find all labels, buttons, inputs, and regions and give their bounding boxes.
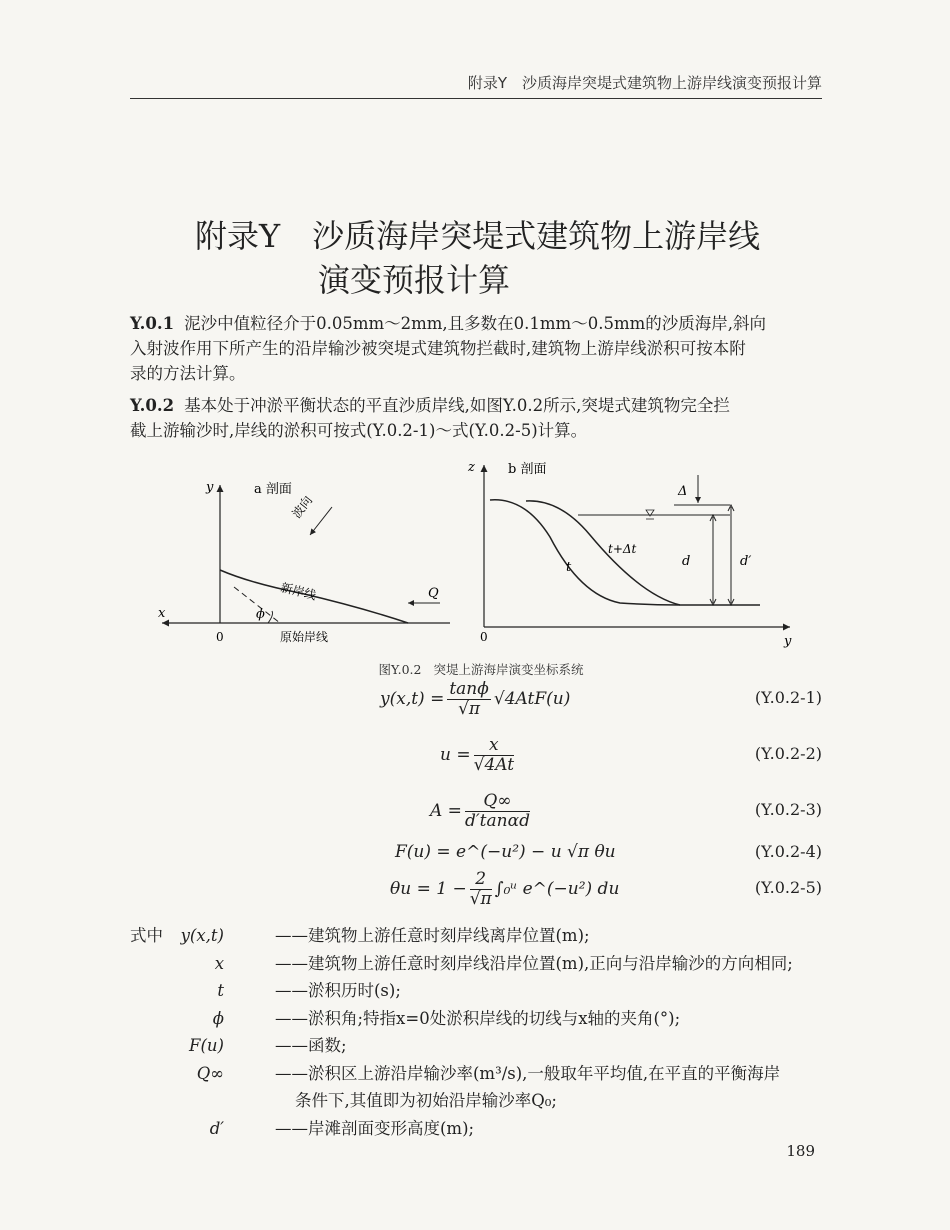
figure-caption-number: 图Y.0.2 <box>378 662 422 677</box>
frac-bottom: √4At <box>473 755 515 775</box>
def-description: ——建筑物上游任意时刻岸线沿岸位置(m),正向与沿岸输沙的方向相同; <box>275 953 793 973</box>
definition-row <box>130 922 822 950</box>
frac-bottom: d′tanαd <box>464 811 530 831</box>
new-shoreline-label: 新岸线 <box>279 580 318 603</box>
d-prime-label: d′ <box>740 554 752 569</box>
equation-5 <box>0 869 950 909</box>
def-symbol: t <box>217 981 224 1000</box>
def-symbol: F(u) <box>189 1036 224 1055</box>
running-header: 附录Y 沙质海岸突堤式建筑物上游岸线演变预报计算 <box>130 68 822 99</box>
original-shoreline-label: 原始岸线 <box>280 630 329 644</box>
figure-caption <box>0 660 950 678</box>
def-symbol: x <box>214 953 224 973</box>
section-number: Y.0.2 <box>130 396 175 415</box>
frac-top: x <box>474 736 514 756</box>
eq-rest: √4AtF(u) <box>493 689 571 709</box>
frac-bottom: √π <box>469 889 492 909</box>
def-symbol: Q∞ <box>196 1063 224 1083</box>
figure-caption-text: 突堤上游海岸演变坐标系统 <box>433 662 584 677</box>
definition-row <box>130 1032 822 1060</box>
eq-lhs: u = <box>440 745 471 765</box>
def-description: ——淤积区上游沿岸输沙率(m³/s),一般取年平均值,在平直的平衡海岸 <box>275 1063 781 1083</box>
section-text: 基本处于冲淤平衡状态的平直沙质岸线,如图Y.0.2所示,突堤式建筑物完全拦 <box>184 396 730 415</box>
eq-number: (Y.0.2-1) <box>754 688 822 707</box>
equation-1 <box>0 679 950 719</box>
t-label: t <box>566 560 572 575</box>
def-description: ——岸滩剖面变形高度(m); <box>275 1118 475 1138</box>
section-y-0-1 <box>130 311 822 386</box>
eq-number: (Y.0.2-5) <box>754 878 822 897</box>
frac-top: Q∞ <box>465 792 530 812</box>
page-number: 189 <box>786 1142 815 1160</box>
title-line-1: 附录Y 沙质海岸突堤式建筑物上游岸线 <box>195 217 761 255</box>
definition-row <box>130 950 822 978</box>
def-symbol: ϕ <box>212 1008 224 1028</box>
definition-row <box>130 1115 822 1143</box>
equation-3 <box>0 791 950 831</box>
def-description: 条件下,其值即为初始沿岸输沙率Q₀; <box>295 1091 557 1110</box>
panel-b <box>467 460 792 649</box>
angle-arc <box>268 611 273 623</box>
wave-direction-arrow <box>310 507 332 535</box>
def-description: ——淤积历时(s); <box>275 981 401 1000</box>
equation-2 <box>0 735 950 775</box>
eq-fraction <box>470 870 492 909</box>
eq-rest: ∫₀ᵘ e^(−u²) du <box>494 879 620 899</box>
eq-number: (Y.0.2-2) <box>754 744 822 763</box>
section-text: 录的方法计算。 <box>130 364 246 383</box>
def-description: ——函数; <box>275 1036 347 1055</box>
def-symbol: d′ <box>209 1118 224 1138</box>
section-text: 入射波作用下所产生的沿岸输沙被突堤式建筑物拦截时,建筑物上游岸线淤积可按本附 <box>130 339 746 358</box>
axis-label-y-b: y <box>784 634 792 649</box>
eq-fraction <box>465 792 530 831</box>
eq-number: (Y.0.2-3) <box>754 800 822 819</box>
axis-label-x: x <box>158 606 166 621</box>
origin-label: 0 <box>216 630 224 644</box>
def-symbol: y(x,t) <box>180 926 224 945</box>
eq-lhs: θu = 1 − <box>390 879 467 899</box>
section-number: Y.0.1 <box>130 314 175 333</box>
section-text: 泥沙中值粒径介于0.05mm～2mm,且多数在0.1mm～0.5mm的沙质海岸,斜向 <box>184 314 766 333</box>
eq-fraction <box>474 736 514 775</box>
def-description: ——淤积角;特指x=0处淤积岸线的切线与x轴的夹角(°); <box>275 1008 681 1028</box>
eq-number: (Y.0.2-4) <box>754 842 822 861</box>
axis-label-y: y <box>206 480 214 495</box>
definition-row <box>130 977 822 1005</box>
axis-label-z: z <box>468 460 475 475</box>
eq-lhs: A = <box>430 801 462 821</box>
panel-b-title: b 剖面 <box>508 462 547 477</box>
profile-t <box>490 500 680 605</box>
delta-label: Δ <box>678 484 688 499</box>
eq-fraction <box>447 680 491 719</box>
title-line-2: 演变预报计算 <box>318 261 511 299</box>
wave-direction-label: 波向 <box>289 493 316 521</box>
def-description: ——建筑物上游任意时刻岸线离岸位置(m); <box>275 926 590 945</box>
definition-row <box>130 1005 822 1033</box>
eq-lhs: F(u) = e^(−u²) − u √π θu <box>395 842 616 862</box>
panel-a-title: a 剖面 <box>254 482 292 497</box>
section-text: 截上游输沙时,岸线的淤积可按式(Y.0.2-1)～式(Y.0.2-5)计算。 <box>130 421 588 440</box>
origin-label-b: 0 <box>480 630 488 644</box>
definition-row-continued <box>130 1087 822 1115</box>
d-label: d <box>682 554 691 569</box>
q-label: Q <box>428 586 439 601</box>
figure-y-0-2 <box>150 455 800 685</box>
t-dt-label: t+Δt <box>608 542 637 556</box>
frac-top: tanϕ <box>449 679 489 699</box>
section-y-0-2 <box>130 393 822 443</box>
definition-row <box>130 1060 822 1088</box>
eq-lhs: y(x,t) = <box>380 689 445 709</box>
panel-a <box>158 480 450 644</box>
frac-top: 2 <box>470 870 492 890</box>
profile-t-dt <box>526 501 760 605</box>
symbol-definitions <box>130 922 822 1142</box>
angle-label: ϕ <box>256 607 265 622</box>
definitions-lead: 式中 <box>130 926 163 945</box>
frac-bottom: √π <box>458 699 481 719</box>
